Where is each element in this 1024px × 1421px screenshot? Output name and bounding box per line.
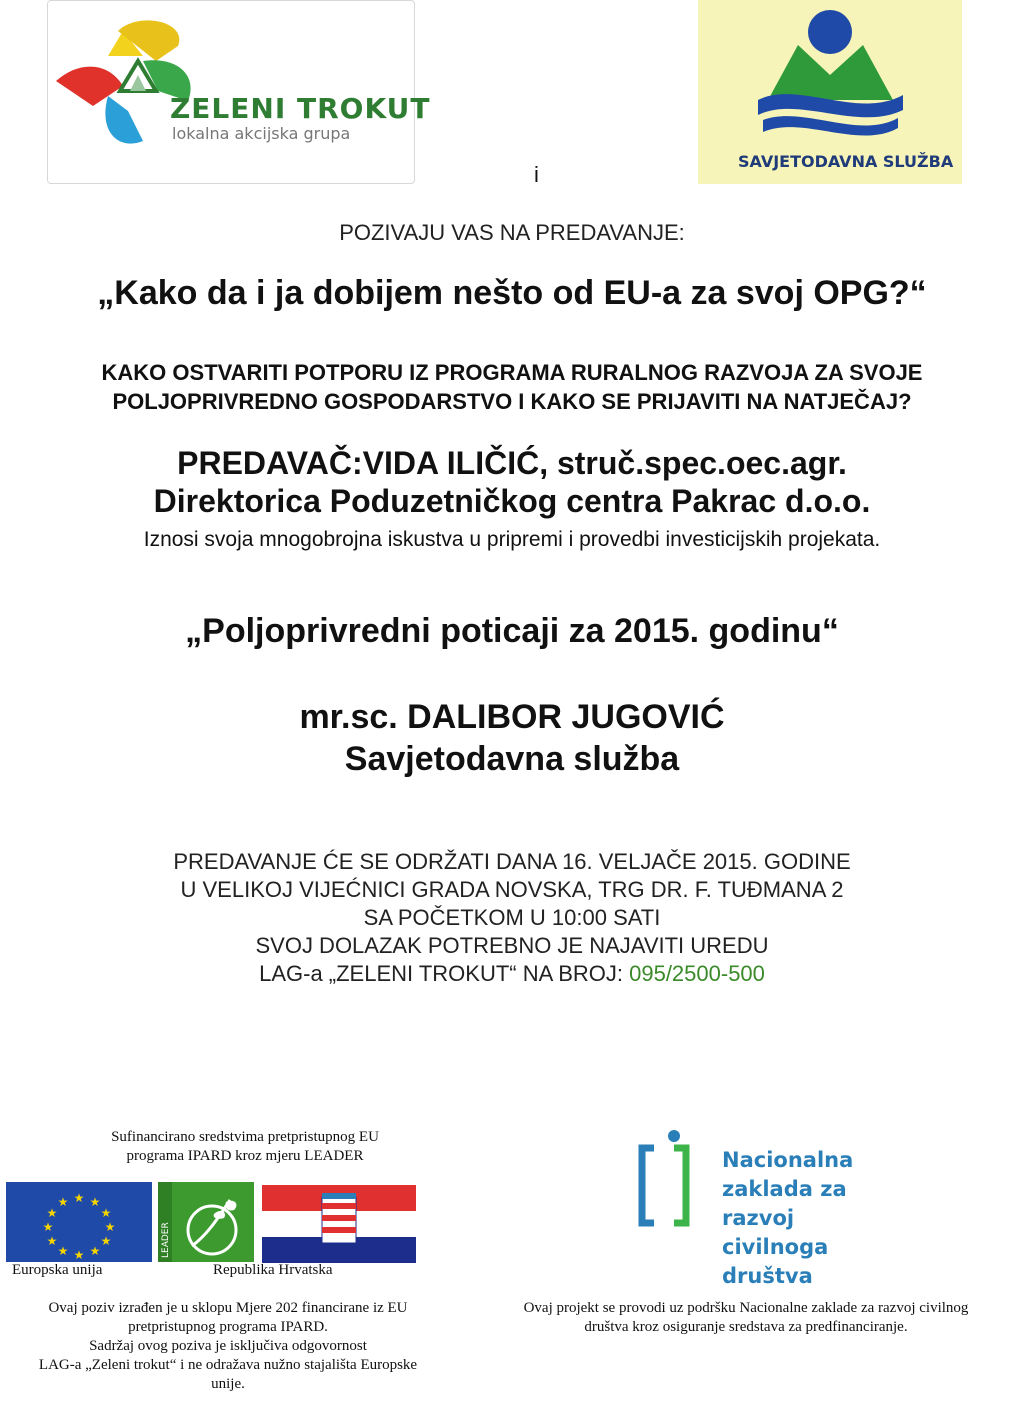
nacionalna-zaklada-logo bbox=[638, 1128, 718, 1288]
croatia-coat-icon bbox=[262, 1185, 416, 1263]
svg-text:★: ★ bbox=[46, 1234, 58, 1248]
note-right-line1: Ovaj projekt se provodi uz podršku Nacionalne zaklade za razvoj civilnog bbox=[523, 1300, 969, 1316]
note-left-line5: unije. bbox=[211, 1376, 245, 1392]
svg-text:★: ★ bbox=[46, 1206, 58, 1220]
lecture2-title: „Poljoprivredni poticaji za 2015. godinu“ bbox=[185, 612, 839, 650]
lecture1-question-line2: POLJOPRIVREDNO GOSPODARSTVO I KAKO SE PRIJAVITI NA NATJEČAJ? bbox=[112, 389, 912, 414]
svg-text:★: ★ bbox=[89, 1244, 101, 1258]
lecture2-speaker: mr.sc. DALIBOR JUGOVIĆ bbox=[299, 698, 725, 736]
hr-label: Republika Hrvatska bbox=[213, 1262, 333, 1278]
lecture1-speaker-block bbox=[0, 444, 1024, 520]
cofund-text bbox=[40, 1128, 450, 1166]
phone-number: 095/2500-500 bbox=[629, 961, 765, 986]
svg-text:★: ★ bbox=[104, 1220, 116, 1234]
note-right-line2: društva kroz osiguranje sredstava za predfinanciranje. bbox=[584, 1319, 908, 1335]
leader-logo bbox=[158, 1182, 254, 1262]
details-line5-prefix: LAG-a „ZELENI TROKUT“ NA BROJ: bbox=[259, 961, 623, 986]
event-details bbox=[0, 848, 1024, 988]
svg-text:★: ★ bbox=[73, 1248, 85, 1262]
nz-line2: zaklada za bbox=[722, 1177, 847, 1201]
note-left-line4: LAG-a „Zeleni trokut“ i ne odražava nužno stajališta Europske bbox=[38, 1357, 418, 1373]
lecture1-speaker-desc: Iznosi svoja mnogobrojna iskustva u pripremi i provedbi investicijskih projekata. bbox=[143, 528, 881, 551]
lecture1-question bbox=[0, 358, 1024, 416]
nz-line3: razvoj bbox=[722, 1206, 795, 1230]
eu-stars-icon bbox=[6, 1182, 152, 1262]
zeleni-trokut-tagline: lokalna akcijska grupa bbox=[172, 124, 351, 143]
svg-text:★: ★ bbox=[57, 1244, 69, 1258]
details-line5 bbox=[0, 960, 1024, 988]
footer-note-left bbox=[0, 1299, 456, 1394]
svg-text:★: ★ bbox=[100, 1234, 112, 1248]
svg-text:★: ★ bbox=[73, 1191, 85, 1205]
note-left-line2: pretpristupnog programa IPARD. bbox=[128, 1319, 328, 1335]
savjetodavna-sluzba-caption: SAVJETODAVNA SLUŽBA bbox=[738, 152, 954, 171]
lecture1-title: „Kako da i ja dobijem nešto od EU-a za svoj OPG?“ bbox=[97, 274, 927, 312]
nz-line1: Nacionalna bbox=[722, 1148, 854, 1172]
lecture1-speaker-role: Direktorica Poduzetničkog centra Pakrac d.o.o. bbox=[153, 483, 871, 519]
svg-text:LEADER: LEADER bbox=[161, 1222, 171, 1258]
cofund-line2: programa IPARD kroz mjeru LEADER bbox=[126, 1148, 364, 1164]
eu-flag bbox=[6, 1182, 152, 1262]
lecture2-organization: Savjetodavna služba bbox=[344, 740, 680, 778]
nacionalna-zaklada-text bbox=[722, 1146, 853, 1291]
conjunction-text: i bbox=[534, 162, 539, 187]
svg-text:★: ★ bbox=[100, 1206, 112, 1220]
croatia-flag bbox=[262, 1185, 416, 1263]
bracket-logo-icon bbox=[638, 1128, 718, 1288]
lecture1-question-line1: KAKO OSTVARITI POTPORU IZ PROGRAMA RURALNOG RAZVOJA ZA SVOJE bbox=[101, 360, 923, 385]
lecture2-speaker-block bbox=[0, 696, 1024, 780]
nz-line4: civilnoga bbox=[722, 1235, 829, 1259]
leader-seedling-icon bbox=[158, 1182, 254, 1262]
invitation-text: POZIVAJU VAS NA PREDAVANJE: bbox=[339, 220, 685, 245]
eu-label: Europska unija bbox=[12, 1262, 103, 1278]
details-line1: PREDAVANJE ĆE SE ODRŽATI DANA 16. VELJAČE 2015. GODINE bbox=[173, 849, 851, 874]
lecture1-speaker: PREDAVAČ:VIDA ILIČIĆ, struč.spec.oec.agr. bbox=[177, 445, 847, 481]
note-left-line1: Ovaj poziv izrađen je u sklopu Mjere 202 financirane iz EU bbox=[48, 1300, 408, 1316]
cofund-line1: Sufinancirano sredstvima pretpristupnog EU bbox=[111, 1129, 379, 1145]
note-left-line3: Sadržaj ovog poziva je isključiva odgovornost bbox=[89, 1338, 367, 1354]
svg-text:★: ★ bbox=[57, 1195, 69, 1209]
nz-line5: društva bbox=[722, 1264, 813, 1288]
details-line3: SA POČETKOM U 10:00 SATI bbox=[363, 905, 661, 930]
details-line2: U VELIKOJ VIJEĆNICI GRADA NOVSKA, TRG DR. F. TUĐMANA 2 bbox=[180, 877, 844, 902]
zeleni-trokut-name: ZELENI TROKUT bbox=[170, 92, 431, 125]
svg-text:★: ★ bbox=[89, 1195, 101, 1209]
details-line4: SVOJ DOLAZAK POTREBNO JE NAJAVITI UREDU bbox=[255, 933, 769, 958]
footer-note-right bbox=[476, 1299, 1016, 1337]
svg-text:★: ★ bbox=[42, 1220, 54, 1234]
